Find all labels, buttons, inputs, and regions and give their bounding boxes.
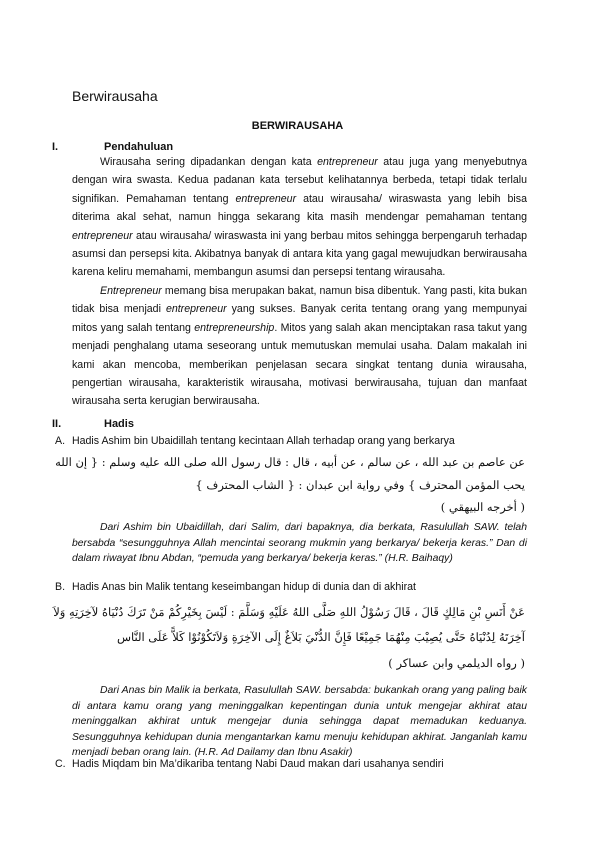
p2-term-entrepreneurship: entrepreneurship xyxy=(194,321,275,334)
p1-text-a: Wirausaha sering dipadankan dengan kata xyxy=(100,156,318,168)
document-title: Berwirausaha xyxy=(72,88,158,104)
paragraph-intro-1 xyxy=(72,153,527,282)
p1-term-entrepreneur: entrepreneur xyxy=(72,229,133,242)
p1-term-entrepreneur: entrepreneur xyxy=(317,156,378,168)
hadis-a-translation xyxy=(72,520,527,567)
p1-text-c: atau juga yang menyebutnya dengan wira swasta. Kedua padanan kata tersebut kelihatannya berbeda, tetapi tidak terlalu signifikan. Pemahaman tentang xyxy=(72,156,527,205)
hadis-a-translation-text: Dari Ashim bin Ubaidillah, dari Salim, dari bapaknya, dia berkata, Rasulullah SAW. telah bersabda “sesungguhnya Allah mencintai seorang mukmin yang berkarya/ bekerja keras.” Dan di dalam riwayat Ibnu Abdan, “pemuda yang berkarya/ bekerja keras.” (H.R. Baihaqy) xyxy=(72,522,527,565)
section-2-heading xyxy=(52,418,134,430)
hadis-a-arabic-line-2: يحب المؤمن المحترف } وفي رواية ابن عبدان : { الشاب المحترف } xyxy=(195,478,525,492)
section-2-number: II. xyxy=(52,418,62,430)
section-2-title: Hadis xyxy=(104,418,134,430)
p1-text-e: atau wirausaha/ wiraswasta yang lebih bisa diterima akal sehat, namun hingga sekarang kita masih mendengar pemahaman tentang xyxy=(72,192,527,224)
hadis-a-title: Hadis Ashim bin Ubaidillah tentang kecintaan Allah terhadap orang yang berkarya xyxy=(72,435,455,447)
hadis-b-translation-text: Dari Anas bin Malik ia berkata, Rasulullah SAW. bersabda: bukankah orang yang paling baik di antara kamu orang yang meninggalkan kepentingan dunia untuk mengejar akhirat atau meninggalkan akhirat untuk mengejar dunia sehingga dapat memadukan keduanya. Sesungguhnya kehidupan dunia mengantarkan kamu menuju kehidupan akhirat. Janganlah kamu menjadi beban orang lain. (H.R. Ad Dailamy dan Ibnu Asakir) xyxy=(72,685,527,759)
hadis-c-letter: C. xyxy=(55,758,66,770)
hadis-b-arabic-source: ( رواه الديلمي وابن عساكر ) xyxy=(388,656,525,670)
section-1-title: Pendahuluan xyxy=(104,141,174,153)
hadis-b-arabic-line-1: عَنْ أَنَسِ بْنِ مَالِكٍ قَالَ ، قَالَ رَسُوْلُ اللهِ صَلَّى اللهُ عَلَيْهِ وَسَلَّمَ : لَيْسَ بِخَيْرِكُمْ مَنْ تَرَكَ دُنْيَاهُ لآخِرَتِهِ وَلاَ xyxy=(53,605,525,619)
hadis-a-arabic-line-1: عن عاصم بن عبد الله ، عن سالم ، عن أبيه ، قال : قال رسول الله صلى الله عليه وسلم : { إن الله xyxy=(55,455,525,469)
p1-text-g: atau wirausaha/ wiraswasta ini yang berbau mitos sehingga berpengaruh terhadap asumsi dan persepsi kita. Akibatnya banyak di antara kita yang gagal mewujudkan berwirausaha karena keliru memahami, membangun asumsi dan persepsi tentang wirausaha. xyxy=(72,229,527,279)
hadis-a-arabic-source: ( أخرجه البيهقي ) xyxy=(440,500,525,514)
main-heading: BERWIRAUSAHA xyxy=(251,120,344,132)
p2-term-entrepreneur: entrepreneur xyxy=(165,303,227,316)
paragraph-intro-2 xyxy=(72,282,527,411)
p2-text-d: yang sukses. Banyak cerita tentang orang yang mempunyai mitos yang salah tentang xyxy=(72,303,528,334)
hadis-b-arabic-line-2: آخِرَتَهُ لِدُنْيَاهُ حَتَّى يُصِيْبَ مِنْهُمَا جَمِيْعًا فَإِنَّ الدُّنْيَ بَلاَغٌ إِلَى الآخِرَةِ وَلاَتَكُوْنُوْا كَلاًّ عَلَى النَّاس xyxy=(116,630,525,644)
hadis-b-translation xyxy=(72,683,527,761)
hadis-a-letter: A. xyxy=(55,435,66,447)
hadis-b-title: Hadis Anas bin Malik tentang keseimbangan hidup di dunia dan di akhirat xyxy=(72,581,416,593)
hadis-b-letter: B. xyxy=(55,581,66,593)
hadis-c-heading xyxy=(55,758,444,770)
p2-term-entrepreneur: Entrepreneur xyxy=(100,285,162,297)
p2-text-b: memang bisa merupakan bakat, namun bisa dibentuk. Yang pasti, kita bukan tidak bisa menjadi xyxy=(72,285,527,316)
p2-text-f: . Mitos yang salah akan menciptakan rasa takut yang menjadi penghalang utama seseorang untuk memutuskan memulai usaha. Dalam makalah ini kami akan mencoba, memberikan penjelasan secara singkat tentang dunia wirausaha, pengertian wirausaha, karakteristik wirausaha, motivasi berwirausaha, tujuan dan manfaat wirausaha serta kerugian berwirausaha. xyxy=(72,321,527,408)
section-1-heading xyxy=(52,141,173,153)
hadis-a-heading xyxy=(55,435,455,447)
p1-term-entrepreneur: entrepreneur xyxy=(235,192,297,205)
hadis-c-title: Hadis Miqdam bin Ma’dikariba tentang Nabi Daud makan dari usahanya sendiri xyxy=(72,758,444,770)
hadis-b-heading xyxy=(55,581,416,593)
section-1-number: I. xyxy=(52,141,59,153)
